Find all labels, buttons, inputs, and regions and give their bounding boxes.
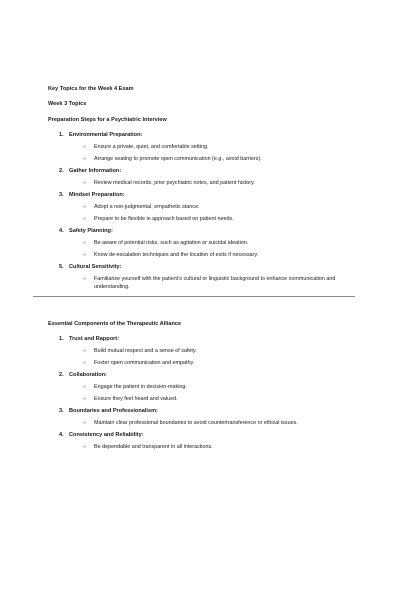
section-title: Preparation Steps for a Psychiatric Interview [48,116,167,123]
topic-number: 4. [59,432,64,439]
topic-heading [48,228,358,235]
list-item [48,360,358,367]
list-item [48,216,358,223]
document-body [48,86,358,457]
topic-item [48,408,358,427]
topic-title: Gather Information: [69,168,122,175]
list-item [48,348,358,355]
bullet-text: Foster open communication and empathy. [94,359,195,366]
topic-title: Cultural Sensitivity: [69,264,122,271]
circle-bullet-icon: ○ [83,276,87,283]
circle-bullet-icon: ○ [83,204,87,211]
bullet-text: Know de-escalation techniques and the location of exits if necessary. [94,252,259,259]
list-item [48,180,358,187]
document-title: Key Topics for the Week 4 Exam [48,86,134,92]
bullet-list [48,240,358,259]
topic-title: Consistency and Reliability: [69,432,144,439]
circle-bullet-icon: ○ [83,240,87,247]
document-subtitle: Week 3 Topics [48,101,87,108]
circle-bullet-icon: ○ [83,252,87,259]
bullet-text: Arrange seating to promote open communication (e.g., avoid barriers). [94,155,262,162]
circle-bullet-icon: ○ [83,155,87,162]
bullet-text: Prepare to be flexible in approach based on patient needs. [94,216,234,223]
bullet-text: Ensure they feel heard and valued. [94,395,178,402]
list-item [48,252,358,259]
topic-title: Trust and Rapport: [69,336,120,343]
topic-title: Safety Planning: [69,228,113,235]
topic-heading [48,132,358,139]
topic-heading [48,168,358,175]
bullet-text: Maintain clear professional boundaries to avoid countertransference or ethical issues. [94,420,298,427]
circle-bullet-icon: ○ [83,348,87,355]
topic-heading [48,192,358,199]
circle-bullet-icon: ○ [83,444,87,451]
bullet-list [48,180,358,187]
topic-heading [48,264,358,271]
list-item [48,276,358,290]
bullet-text: Be dependable and transparent in all interactions. [94,444,213,451]
topic-heading [48,432,358,439]
section-therapeutic-alliance [48,321,358,452]
list-item [48,144,358,151]
bullet-list [48,420,358,427]
bullet-list [48,204,358,223]
topic-heading [48,372,358,379]
bullet-text: Ensure a private, quiet, and comfortable setting. [94,144,209,151]
topic-item [48,432,358,451]
section-title: Essential Components of the Therapeutic Alliance [48,320,182,327]
topic-item [48,192,358,223]
topic-item [48,132,358,163]
topic-item [48,336,358,367]
topic-list [48,336,358,451]
bullet-list [48,384,358,403]
bullet-text: Be aware of potential risks, such as agitation or suicidal ideation. [94,240,249,247]
topic-list [48,132,358,291]
topic-item [48,168,358,187]
topic-item [48,372,358,403]
topic-number: 3. [59,192,64,199]
section-divider [33,296,355,297]
list-item [48,396,358,403]
circle-bullet-icon: ○ [83,420,87,427]
bullet-text: Familiarize yourself with the patient’s cultural or linguistic background to enhance communication and understanding. [94,276,336,290]
list-item [48,240,358,247]
topic-number: 2. [59,372,64,379]
topic-title: Mindset Preparation: [69,192,125,199]
circle-bullet-icon: ○ [83,180,87,187]
bullet-list [48,444,358,451]
topic-title: Collaboration: [69,372,107,379]
circle-bullet-icon: ○ [83,395,87,402]
circle-bullet-icon: ○ [83,144,87,151]
topic-heading [48,408,358,415]
bullet-text: Review medical records, prior psychiatric notes, and patient history. [94,180,255,187]
topic-number: 1. [59,336,64,343]
list-item [48,384,358,391]
list-item [48,204,358,211]
section-preparation [48,117,358,291]
topic-item [48,264,358,290]
topic-item [48,228,358,259]
circle-bullet-icon: ○ [83,216,87,223]
bullet-text: Adopt a non-judgmental, empathetic stance. [94,204,200,211]
topic-number: 2. [59,168,64,175]
topic-title: Boundaries and Professionalism: [69,408,158,415]
topic-number: 4. [59,228,64,235]
topic-number: 5. [59,264,64,271]
topic-number: 3. [59,408,64,415]
bullet-list [48,144,358,163]
bullet-text: Build mutual respect and a sense of safety. [94,348,197,355]
circle-bullet-icon: ○ [83,359,87,366]
topic-title: Environmental Preparation: [69,132,143,139]
list-item [48,420,358,427]
circle-bullet-icon: ○ [83,384,87,391]
topic-number: 1. [59,132,64,139]
topic-heading [48,336,358,343]
list-item [48,156,358,163]
list-item [48,444,358,451]
bullet-text: Engage the patient in decision-making. [94,384,187,391]
bullet-list [48,276,358,290]
bullet-list [48,348,358,367]
